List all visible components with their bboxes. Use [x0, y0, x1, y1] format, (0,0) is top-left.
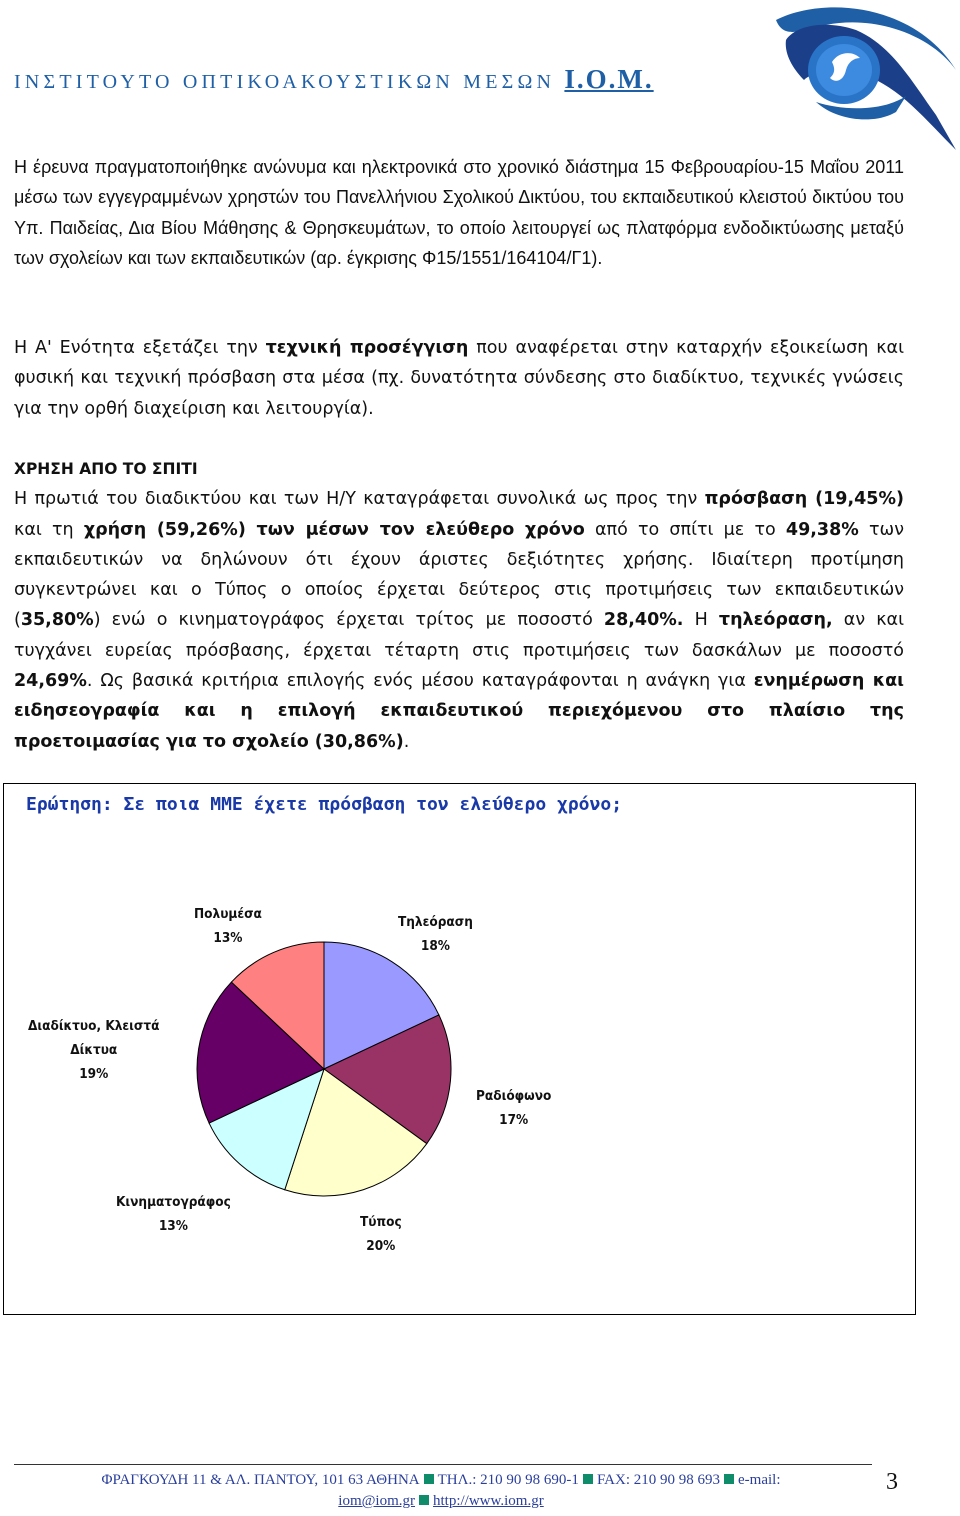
slice-label-name: Τύπος	[360, 1214, 402, 1230]
institute-name: ΙΝΣΤΙΤΟΥΤΟ ΟΠΤΙΚΟΑΚΟΥΣΤΙΚΩΝ ΜΕΣΩΝ	[14, 71, 556, 93]
slice-label-value: 20%	[366, 1238, 396, 1254]
footer-fax: FAX: 210 90 98 693	[596, 1472, 720, 1488]
slice-label-name: Κινηματογράφος	[116, 1194, 231, 1210]
bold-run: 24,69%	[14, 671, 87, 692]
text-run: Η Α' Ενότητα εξετάζει την	[14, 338, 266, 358]
email-link[interactable]: iom@iom.gr	[338, 1493, 416, 1509]
bold-run: 28,40%.	[603, 610, 684, 631]
bold-run: τηλεόραση,	[718, 610, 833, 631]
institute-abbr: Ι.Ο.Μ.	[564, 64, 654, 94]
footer-divider	[14, 1464, 872, 1465]
slice-label-value: 18%	[420, 938, 450, 954]
slice-label	[28, 1014, 159, 1086]
slice-label-name: Δίκτυα	[70, 1042, 118, 1058]
text-run: αν και τυγχάνει ευρείας πρόσβασης, έρχεται τέταρτη στις προτιμήσεις των δασκάλων με ποσοστό	[14, 610, 905, 661]
slice-label	[116, 1190, 231, 1238]
bold-run: χρήση (59,26%) των μέσων τον ελεύθερο χρόνο	[83, 519, 585, 540]
text-run: Η πρωτιά του διαδικτύου και των Η/Υ καταγράφεται συνολικά ως προς την	[14, 489, 705, 510]
slice-label-name: Πολυμέσα	[194, 906, 262, 922]
iom-logo-icon	[756, 0, 960, 160]
home-use-section	[14, 454, 904, 757]
slice-label	[398, 910, 473, 958]
pie-chart-box	[3, 783, 916, 1315]
text-run: ) ενώ ο κινηματογράφος έρχεται τρίτος με ποσοστό	[93, 610, 604, 631]
text-run: από το σπίτι με το	[584, 519, 786, 540]
chart-title: Ερώτηση: Σε ποια ΜΜΕ έχετε πρόσβαση τον ελεύθερο χρόνο;	[26, 794, 623, 815]
institute-title	[14, 64, 654, 95]
bold-run: 49,38%	[785, 519, 859, 540]
bullet-square-icon	[419, 1495, 429, 1505]
slice-label-name: Διαδίκτυο, Κλειστά	[28, 1018, 160, 1034]
slice-label	[194, 902, 262, 950]
bold-run: 35,80%	[20, 610, 94, 631]
text-run: των εκπαιδευτικών να δηλώνουν ότι έχουν άριστες δεξιότητες χρήσης. Ιδιαίτερη προτίμηση συγκεντρώνει και ο Τύπος ο οποίος έρχεται δεύτερος στις προτιμήσεις των εκπαιδευτικών (	[14, 519, 904, 631]
slice-label	[476, 1084, 551, 1132]
section-a-paragraph	[14, 333, 904, 424]
text-run: .	[403, 731, 410, 752]
text-run: που αναφέρεται στην καταρχήν εξοικείωση και φυσική και τεχνική πρόσβαση στα μέσα (πχ. δυνατότητα σύνδεσης στο διαδίκτυο, τεχνικές γνώσεις για την ορθή διαχείριση και λειτουργία).	[14, 338, 904, 419]
bold-run: πρόσβαση (19,45%)	[704, 489, 904, 510]
slice-label-value: 13%	[158, 1218, 188, 1234]
footer	[56, 1470, 826, 1512]
footer-email-label: e-mail:	[738, 1472, 781, 1488]
bold-run: τεχνική προσέγγιση	[265, 338, 469, 358]
slice-label-name: Τηλεόραση	[398, 914, 473, 930]
slice-label-value: 17%	[499, 1112, 529, 1128]
slice-label-name: Ραδιόφωνο	[476, 1088, 552, 1104]
footer-phone: ΤΗΛ.: 210 90 98 690-1	[437, 1472, 579, 1488]
bullet-square-icon	[583, 1474, 593, 1484]
text-run: . Ως βασικά κριτήρια επιλογής ενός μέσου καταγράφονται η ανάγκη για	[86, 671, 754, 692]
slice-label-value: 19%	[79, 1066, 109, 1082]
text-run: Η	[683, 610, 719, 631]
bullet-square-icon	[724, 1474, 734, 1484]
text-run: και τη	[14, 519, 84, 540]
bullet-square-icon	[424, 1474, 434, 1484]
bold-run: ενημέρωση και ειδησεογραφία και η επιλογή εκπαιδευτικού περιεχόμενου στο πλαίσιο της προετοιμασίας για το σχολείο (30,86%)	[14, 671, 904, 752]
section-title: ΧΡΗΣΗ ΑΠΟ ΤΟ ΣΠΙΤΙ	[14, 460, 198, 478]
slice-label	[360, 1210, 402, 1258]
intro-paragraph: Η έρευνα πραγματοποιήθηκε ανώνυμα και ηλεκτρονικά στο χρονικό διάστημα 15 Φεβρουαρίου-15 Μαΐου 2011 μέσω των εγγεγραμμένων χρηστών του Πανελλήνιου Σχολικού Δικτύου, του εκπαιδευτικού κλειστού δικτύου του Υπ. Παιδείας, Δια Βίου Μάθησης & Θρησκευμάτων, το οποίο λειτουργεί ως πλατφόρμα ενδοδικτύωσης μεταξύ των σχολείων και των εκπαιδευτικών (αρ. έγκρισης Φ15/1551/164104/Γ1).	[14, 157, 904, 268]
footer-address: ΦΡΑΓΚΟΥΔΗ 11 & ΑΛ. ΠΑΝΤΟΥ, 101 63 ΑΘΗΝΑ	[101, 1472, 420, 1488]
slice-label-value: 13%	[213, 930, 243, 946]
page-number: 3	[886, 1469, 898, 1495]
website-link[interactable]: http://www.iom.gr	[433, 1493, 544, 1509]
